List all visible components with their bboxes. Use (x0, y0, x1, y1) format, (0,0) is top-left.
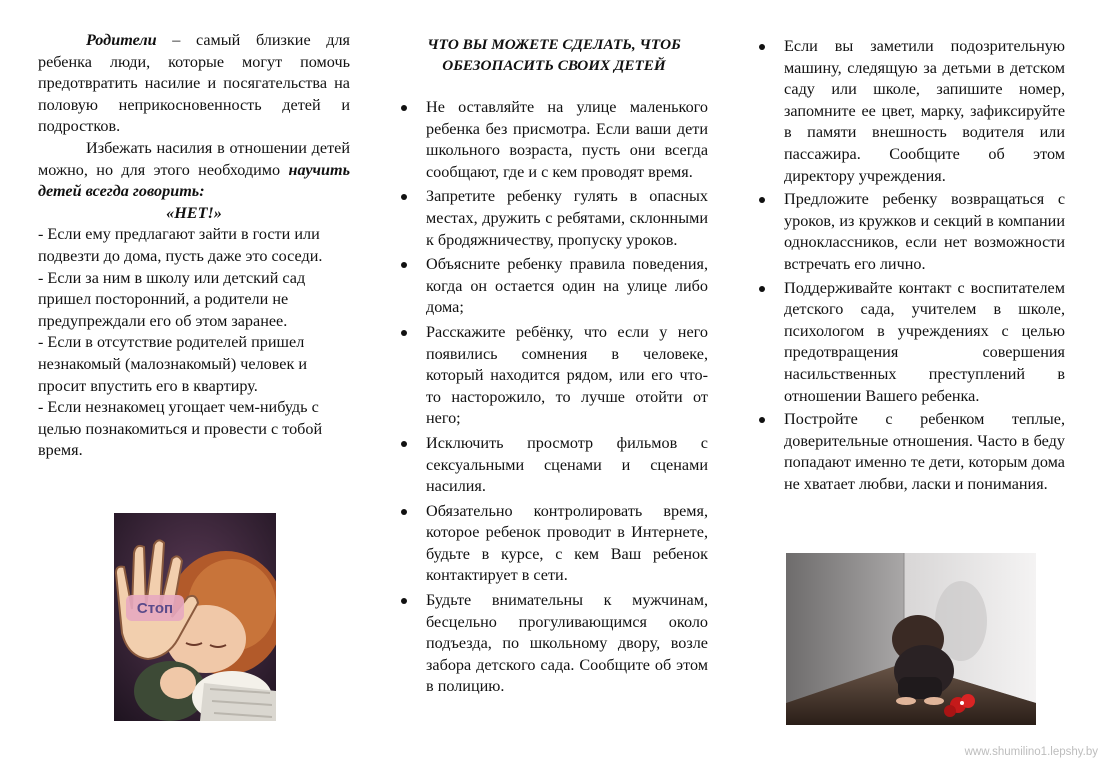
advice-item: Если вы заметили подозрительную машину, следящую за детьми в детском саду или школе, запишите номер, запомните ее цвет, марку, зафиксируйте в памяти внешность водителя или пассажира. Сообщите об этом директору учреждения. (758, 36, 1065, 187)
crouching-child-photo (786, 553, 1036, 725)
safety-item: Не оставляйте на улице маленького ребенка без присмотра. Если ваши дети школьного возраста, пусть они всегда сообщают, где и с кем проводят время. (400, 97, 708, 183)
column-2 (400, 30, 708, 701)
advice-item: Предложите ребенку возвращаться с уроков, из кружков и секций в компании одноклассников, если нет возможности встречать его лично. (758, 189, 1065, 275)
safety-heading (400, 34, 708, 76)
col1-item: - Если в отсутствие родителей пришел незнакомый (малознакомый) человек и просит впустить его в квартиру. (38, 333, 308, 395)
safety-item: Обязательно контролировать время, которое ребенок проводит в Интернете, будьте в курсе, с кем Ваш ребенок контактирует в сети. (400, 501, 708, 587)
intro-bold-word: Родители (86, 31, 157, 49)
safety-item: Запретите ребенку гулять в опасных местах, дружить с ребятами, склонными к бродяжничеству, пропуску уроков. (400, 186, 708, 251)
advice-item: Постройте с ребенком теплые, доверительные отношения. Часто в беду попадают именно те дети, которым дома не хватает любви, ласки и понимания. (758, 409, 1065, 495)
safety-item: Расскажите ребёнку, что если у него появились сомнения в человеке, который находится рядом, или его что-то насторожило, то лучше отойти от него; (400, 322, 708, 430)
col1-item: - Если ему предлагают зайти в гости или подвезти до дома, пусть даже это соседи. (38, 225, 323, 265)
col1-item: - Если за ним в школу или детский сад пришел посторонний, а родители не предупреждали его об этом заранее. (38, 268, 306, 330)
para2-text: Избежать насилия в отношении детей можно, но для этого необходимо (38, 138, 350, 179)
advice-list (758, 36, 1065, 495)
stop-word: Стоп (136, 600, 174, 617)
safety-heading-line2: ОБЕЗОПАСИТЬ СВОИХ ДЕТЕЙ (442, 57, 666, 74)
crouching-child-svg (786, 553, 1036, 725)
intro-text: – самый близкие для ребенка люди, которые могут помочь предотвратить насилие и посягательства на половую неприкосновенность детей и подростков. (38, 31, 350, 136)
safety-item: Будьте внимательны к мужчинам, бесцельно прогуливающимся около подъезда, по школьному двору, возле забора детского сада. Сообщите об этом в полицию. (400, 590, 708, 698)
stop-hand-svg (114, 513, 276, 721)
col1-item: - Если незнакомец угощает чем-нибудь с целью познакомиться и провести с тобой время. (38, 398, 323, 460)
column-3 (758, 36, 1065, 497)
intro-paragraph (38, 30, 350, 138)
safety-list (400, 97, 708, 698)
safety-item: Исключить просмотр фильмов с сексуальными сценами и сценами насилия. (400, 433, 708, 498)
column-1 (38, 30, 350, 462)
para2 (38, 138, 350, 203)
safety-item: Объясните ребенку правила поведения, когда он остается один на улице либо дома; (400, 254, 708, 319)
advice-item: Поддерживайте контакт с воспитателем детского сада, учителем в школе, психологом в учреждениях с целью предотвращения совершения насильственных преступлений в отношении Вашего ребенка. (758, 278, 1065, 408)
no-word: «НЕТ!» (166, 203, 222, 222)
para2-emph: научить детей всегда говорить: (38, 160, 350, 201)
stop-hand-illustration (114, 513, 276, 721)
site-footer: www.shumilino1.lepshy.by (964, 746, 1098, 758)
safety-heading-line1: ЧТО ВЫ МОЖЕТЕ СДЕЛАТЬ, ЧТОБ (427, 36, 681, 53)
